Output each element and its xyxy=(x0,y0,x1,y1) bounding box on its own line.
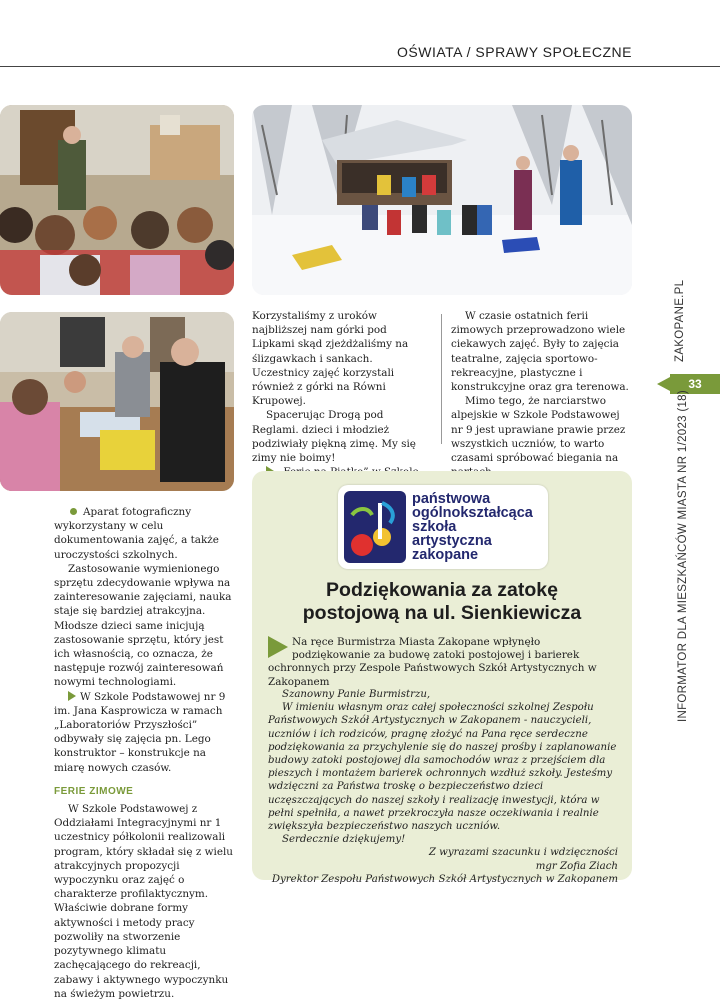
paragraph: Mimo tego, że narciarstwo alpejskie w Szkole Podstawowej nr 9 jest uprawiane prawie przez wszystkich uczniów, to warto czasami spróbować biegania na xyxy=(451,395,626,465)
signature-name: mgr Zofia Ziach xyxy=(535,860,618,872)
title-line: postojową na ul. Sienkiewicza xyxy=(302,602,582,624)
paragraph: Zastosowanie wymienionego sprzętu zdecydowanie wpływa na zainteresowanie zajęciami, nauka staje się bardziej atrakcyjna. Młodsze dzieci same inicjują zastosowanie sprzętu, który jest ich własnością, co oznacza, że następuje rozwój zainteresowań nowymi technologiami. xyxy=(54,562,232,689)
page-number: 33 xyxy=(670,374,720,394)
thank-you-letter xyxy=(268,688,620,886)
logo-line: szkoła xyxy=(412,519,457,535)
classroom-presentation-photo xyxy=(0,105,234,295)
paragraph: Aparat fotograficzny wykorzystany w celu dokumentowania zajęć, a także uroczystości szkolnych. xyxy=(54,506,219,561)
logo-line: zakopane xyxy=(412,547,479,563)
paragraph: Spacerując Drogą pod Reglami. dzieci i młodzież podziwiały piękną zimę. My się zimy nie boimy! xyxy=(252,409,416,465)
arrow-bullet-icon xyxy=(68,691,76,701)
salutation: Szanowny Panie Burmistrzu, xyxy=(282,689,431,700)
paragraph: W Szkole Podstawowej nr 9 im. Jana Kasprowicza w ramach „Laboratoriów Przyszłości” odbywały się zajęcia pn. Lego konstruktor – konstrukcje na miarę nowych czasów. xyxy=(54,690,226,774)
bullet-dot-icon xyxy=(70,508,77,515)
letter-closing: Z wyrazami szacunku i wdzięczności xyxy=(428,847,618,859)
box-lead xyxy=(268,636,620,689)
section-heading: FERIE ZIMOWE xyxy=(54,785,134,797)
magazine-label: INFORMATOR DLA MIESZKAŃCÓW MIASTA NR 1/2023 (18) xyxy=(677,390,689,722)
paragraph: W Szkole Podstawowej z Oddziałami Integracyjnymi nr 1 uczestnicy półkolonii realizowali program, który składał się z wielu atrakcyjnych propozycji wypoczynku oraz zajęć o charakterze profilaktycznym. Właściwie dobrane formy aktywności i metody pracy pozwoliły na stworzenie pozytywnego klimatu zachęcającego do rekreacji, zabawy i aktywnego wypoczynku na świeżym powietrzu. xyxy=(54,803,233,1000)
section-title: OŚWIATA / SPRAWY SPOŁECZNE xyxy=(397,44,632,60)
school-technology-text xyxy=(54,505,238,1001)
signature-role: Dyrektor Zespołu Państwowych Szkół Artystycznych w Zakopanem xyxy=(271,873,618,885)
ski-activities-text xyxy=(451,309,632,479)
logo-text xyxy=(412,492,533,562)
letter-thanks: Serdecznie dziękujemy! xyxy=(282,834,406,846)
paragraph: W czasie ostatnich ferii zimowych przeprowadzono wiele ciekawych zajęć. Były to zajęcia teatralne, zajęcia sportowo-rekreacyjne, plastyczne i konstrukcyjne oraz gra terenowa. xyxy=(451,310,629,394)
letter-body: W imieniu własnym oraz całej społeczności szkolnej Zespołu Państwowych Szkół Artystycznych w Zakopanem - nauczycieli, uczniów i ich rodziców, pragnę złożyć na Pana ręce serdeczne podziękowania za przychylenie się do naszej prośby i zaplanowanie budowy zatoki postojowej dla samochodów wraz z przejściem dla pieszych i montażem barierek ochronnych wzdłuż szkoły. Jesteśmy wdzięczni za Państwa troskę o bezpieczeństwo dzieci uczęszczających do naszej szkoły i realizację inwestycji, która w pełni spełniła, a nawet przekroczyła nasze oczekiwania i realnie zwiększyła bezpieczeństwo naszych uczniów. xyxy=(268,702,617,833)
column-divider xyxy=(441,314,442,444)
paragraph: Korzystaliśmy z uroków najbliższej nam górki pod Lipkami skąd zjeżdżaliśmy na ślizgawkach i sankach. Uczestnicy zajęć korzystali również z górki na Równi Krupowej. xyxy=(252,310,409,408)
page-tab-arrow-icon xyxy=(657,377,670,391)
lego-lab-photo xyxy=(0,312,234,491)
box-title xyxy=(252,579,632,625)
website-label: ZAKOPANE.PL xyxy=(674,279,686,362)
header-rule xyxy=(0,66,720,67)
thank-you-box xyxy=(252,471,632,885)
logo-line: ogólnokształcąca xyxy=(412,505,533,521)
school-logo xyxy=(338,485,548,569)
winter-group-photo xyxy=(252,105,632,295)
logo-line: państwowa xyxy=(412,491,491,507)
lead-text: Na ręce Burmistrza Miasta Zakopane wpłynęło podziękowanie za budowę zatoki postojowej i barierek ochronnych przy Zespole Państwowych Szkół Artystycznych w Zakopanem xyxy=(268,636,597,688)
arrow-bullet-icon xyxy=(268,636,288,658)
logo-line: artystyczna xyxy=(412,533,492,549)
title-line: Podziękowania za zatokę xyxy=(326,579,558,601)
